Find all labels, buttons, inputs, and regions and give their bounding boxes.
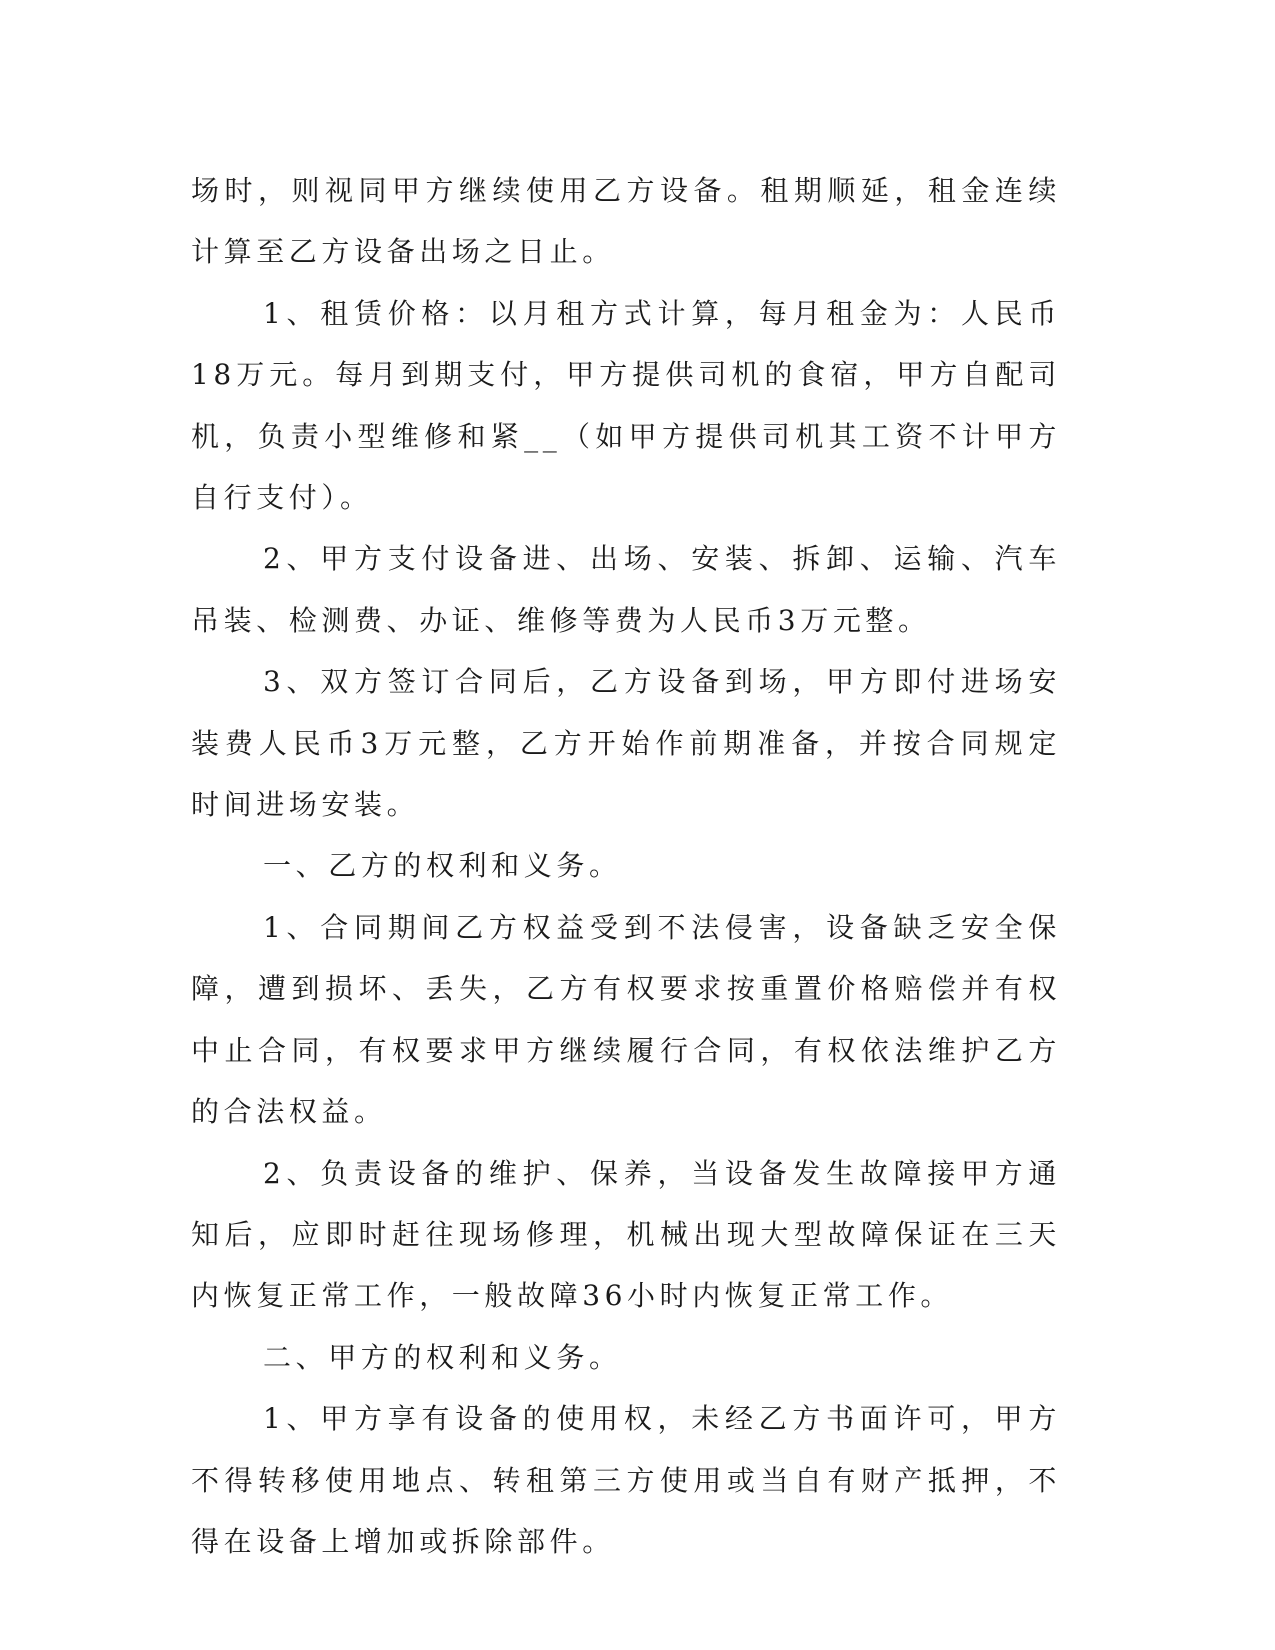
paragraph-installation-fees: 2、甲方支付设备进、出场、安装、拆卸、运输、汽车吊装、检测费、办证、维修等费为人民币3万元整。 <box>191 542 1061 637</box>
paragraph-lease-price: 1、租赁价格：以月租方式计算，每月租金为：人民币18万元。每月到期支付，甲方提供司机的食宿，甲方自配司机，负责小型维修和紧__（如甲方提供司机其工资不计甲方自行支付）。 <box>191 296 1061 515</box>
paragraph-party-b-maintenance: 2、负责设备的维护、保养，当设备发生故障接甲方通知后，应即时赶往现场修理，机械出现大型故障保证在三天内恢复正常工作，一般故障36小时内恢复正常工作。 <box>191 1156 1061 1313</box>
paragraph-lease-extension: 场时，则视同甲方继续使用乙方设备。租期顺延，租金连续计算至乙方设备出场之日止。 <box>191 174 1061 269</box>
section-heading-party-b: 一、乙方的权利和义务。 <box>263 849 622 883</box>
document-body <box>191 160 1061 1572</box>
paragraph-party-b-rights: 1、合同期间乙方权益受到不法侵害，设备缺乏安全保障，遭到损坏、丢失，乙方有权要求按重置价格赔偿并有权中止合同，有权要求甲方继续履行合同，有权依法维护乙方的合法权益。 <box>191 910 1061 1129</box>
paragraph-contract-signing: 3、双方签订合同后，乙方设备到场，甲方即付进场安装费人民币3万元整，乙方开始作前期准备，并按合同规定时间进场安装。 <box>191 665 1061 822</box>
paragraph-party-a-usage: 1、甲方享有设备的使用权，未经乙方书面许可，甲方不得转移使用地点、转租第三方使用或当自有财产抵押，不得在设备上增加或拆除部件。 <box>191 1402 1061 1558</box>
section-heading-party-a: 二、甲方的权利和义务。 <box>263 1340 622 1374</box>
